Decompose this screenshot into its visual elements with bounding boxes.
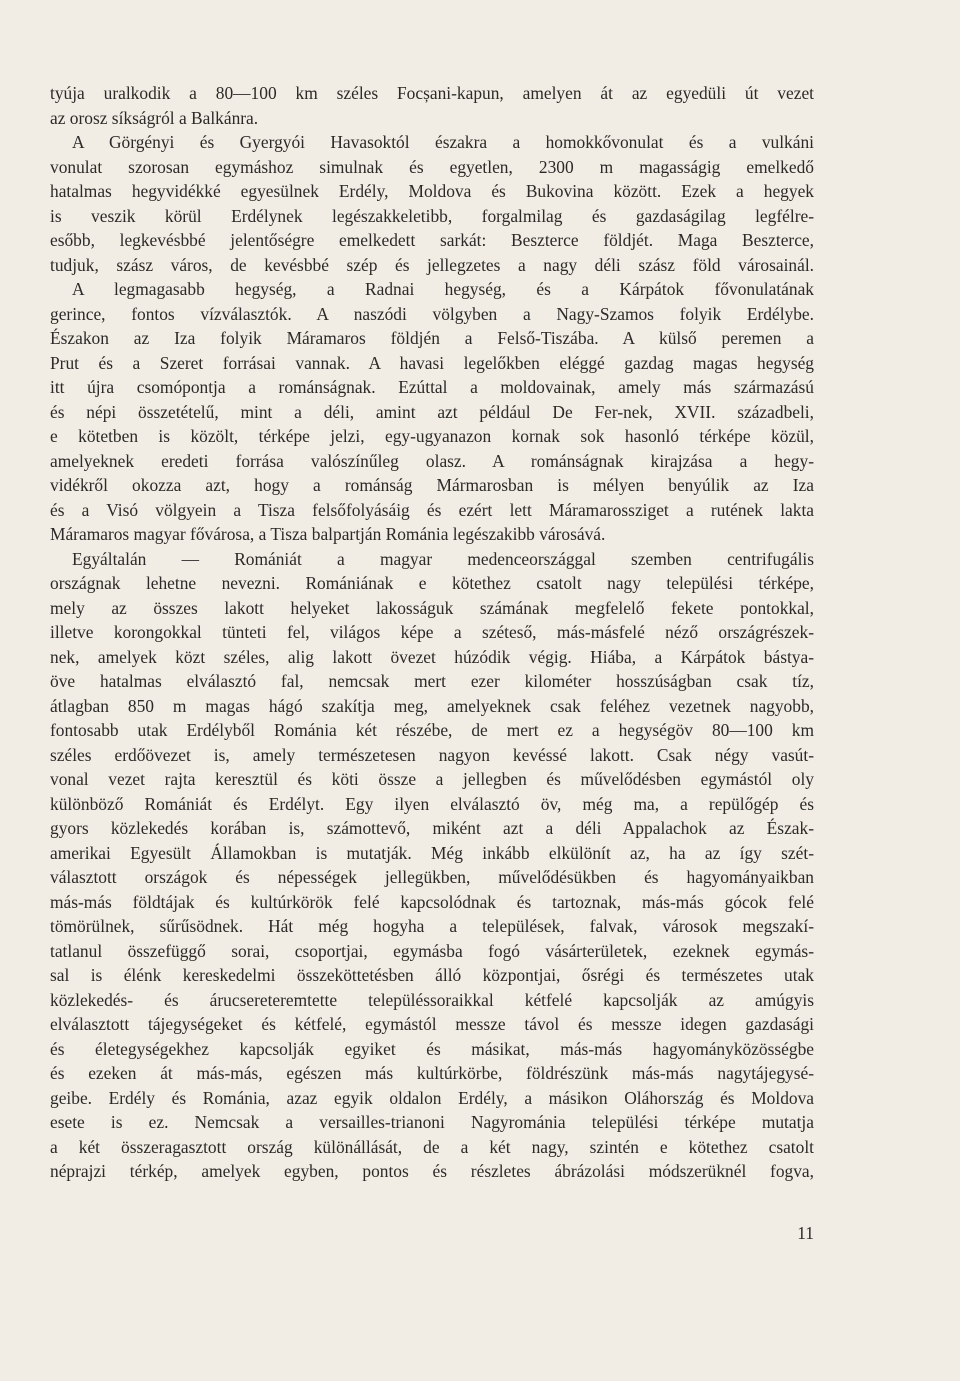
text-line: tatlanul összefüggő sorai, csoportjai, egymásba fogó vásárterületek, ezeknek egymás-	[50, 940, 814, 961]
text-line: vidékről okozza azt, hogy a románság Mármarosban is mélyen benyúlik az Iza	[50, 475, 814, 495]
text-line: átlagban 850 m magas hágó szakítja meg, amelyeknek csak feléhez vezetnek nagyobb,	[50, 695, 814, 716]
text-line: sal is élénk kereskedelmi összeköttetésben álló központjai, ősrégi és természetes utak	[50, 965, 814, 985]
text-line: geibe. Erdély és Románia, azaz egyik oldalon Erdély, a másikon Oláhország és Moldova	[50, 1087, 814, 1108]
text-line: mely az összes lakott helyeket lakosságuk számának megfelelő fekete pontokkal,	[50, 597, 814, 618]
text-line: vonulat szorosan egymáshoz simulnak és egyetlen, 2300 m magasságig emelkedő	[50, 156, 814, 177]
page-number: 11	[797, 1223, 814, 1243]
text-line: esőbb, legkevésbbé jelentőségre emelkedett sarkát: Beszterce földjét. Maga Beszterce,	[50, 230, 814, 250]
body-text	[50, 81, 814, 1184]
text-line: széles erdőövezet is, amely természetesen nagyon kevéssé lakott. Csak négy vasút-	[50, 744, 814, 765]
text-line: elválasztott tájegységeket és kétfelé, egymástól messze távol és messze idegen gazdasági	[50, 1014, 814, 1034]
text-line: nek, amelyek közt széles, alig lakott övezet húzódik végig. Hiába, a Kárpátok bástya-	[50, 646, 814, 667]
text-line: gerince, fontos vízválasztók. A naszódi völgyben a Nagy-Szamos folyik Erdélybe.	[50, 303, 814, 324]
text-line: más-más földtájak és kultúrkörök felé kapcsolódnak és tartoznak, más-más gócok felé	[50, 891, 814, 912]
text-line: amerikai Egyesült Államokban is mutatják. Még inkább elkülönít az, ha az így szét-	[50, 842, 814, 863]
text-line: vonal vezet rajta keresztül és köti össze a jellegben és művelődésben egymástól oly	[50, 769, 814, 789]
text-line: Prut és a Szeret forrásai vannak. A havasi legelőkben eléggé gazdag magas hegység	[50, 352, 814, 373]
text-line: hatalmas hegyvidékké egyesülnek Erdély, Moldova és Bukovina között. Ezek a hegyek	[50, 181, 814, 201]
text-line: és népi összetételű, mint a déli, amint azt például De Fer-nek, XVII. századbeli,	[50, 401, 814, 422]
text-line: öve hatalmas elválasztó fal, nemcsak mert ezer kilométer hosszúságban csak tíz,	[50, 671, 814, 691]
text-line: fontosabb utak Erdélyből Románia két részébe, de mert ez a hegységöv 80—100 km	[50, 720, 814, 740]
text-line: tömörülnek, sűrűsödnek. Hát még hogyha a települések, falvak, városok megszakí-	[50, 916, 814, 936]
text-line: Északon az Iza folyik Máramaros földjén a Felső-Tiszába. A külső peremen a	[50, 328, 814, 348]
text-line: a két összeragasztott ország különállását, de a két nagy, szintén e kötethez csatolt	[50, 1136, 814, 1157]
text-line: esete is ez. Nemcsak a versailles-trianoni Nagyrománia települési térképe mutatja	[50, 1112, 814, 1132]
text-line: választott országok és népességek jellegükben, művelődésükben és hagyományaikban	[50, 867, 814, 887]
text-line: Máramaros magyar fővárosa, a Tisza balpartján Románia legészakibb városává.	[50, 524, 606, 544]
text-line: A legmagasabb hegység, a Radnai hegység, és a Kárpátok fővonulatának	[72, 279, 814, 299]
text-line: illetve korongokkal tünteti fel, világos képe a széteső, más-másfelé néző országrészek-	[50, 622, 814, 642]
text-line: Egyáltalán — Romániát a magyar medenceországgal szemben centrifugális	[72, 548, 814, 569]
text-line: tudjuk, szász város, de kevésbbé szép és jellegzetes a nagy déli szász föld városainál.	[50, 254, 814, 275]
text-line: különböző Romániát és Erdélyt. Egy ilyen elválasztó öv, még ma, a repülőgép és	[50, 793, 814, 814]
text-line: amelyeknek eredeti forrása valószínűleg olasz. A románságnak kirajzása a hegy-	[50, 450, 814, 471]
text-line: is veszik körül Erdélynek legészakkeletibb, forgalmilag és gazdaságilag legfélre-	[50, 205, 814, 226]
text-line: és életegységekhez kapcsolják egyiket és másikat, más-más hagyományközösségbe	[50, 1038, 814, 1059]
text-line: néprajzi térkép, amelyek egyben, pontos és részletes ábrázolási módszerüknél fogva,	[50, 1161, 814, 1181]
text-line: itt újra csomópontja a románságnak. Ezúttal a moldovainak, amely más származású	[50, 377, 814, 397]
text-line: gyors közlekedés korában is, számottevő, miként azt a déli Appalachok az Észak-	[50, 818, 814, 838]
text-line: az orosz síkságról a Balkánra.	[50, 107, 259, 128]
text-line: és a Visó völgyein a Tisza felsőfolyásáig és ezért lett Máramarossziget a rutének lakta	[50, 499, 814, 520]
text-line: közlekedés- és árucsereteremtette településsoraikkal kétfelé kapcsolják az amúgyis	[50, 989, 814, 1010]
text-line: A Görgényi és Gyergyói Havasoktól északra a homokkővonulat és a vulkáni	[72, 132, 814, 152]
text-line: e kötetben is közölt, térképe jelzi, egy-ugyanazon kornak sok hasonló térképe közül,	[50, 426, 814, 446]
text-line: tyúja uralkodik a 80—100 km széles Focșani-kapun, amelyen át az egyedüli út vezet	[50, 83, 814, 103]
text-line: és ezeken át más-más, egészen más kultúrkörbe, földrészünk más-más nagytájegysé-	[50, 1063, 814, 1083]
text-line: országnak lehetne nevezni. Romániának e kötethez csatolt nagy települési térképe,	[50, 573, 814, 593]
